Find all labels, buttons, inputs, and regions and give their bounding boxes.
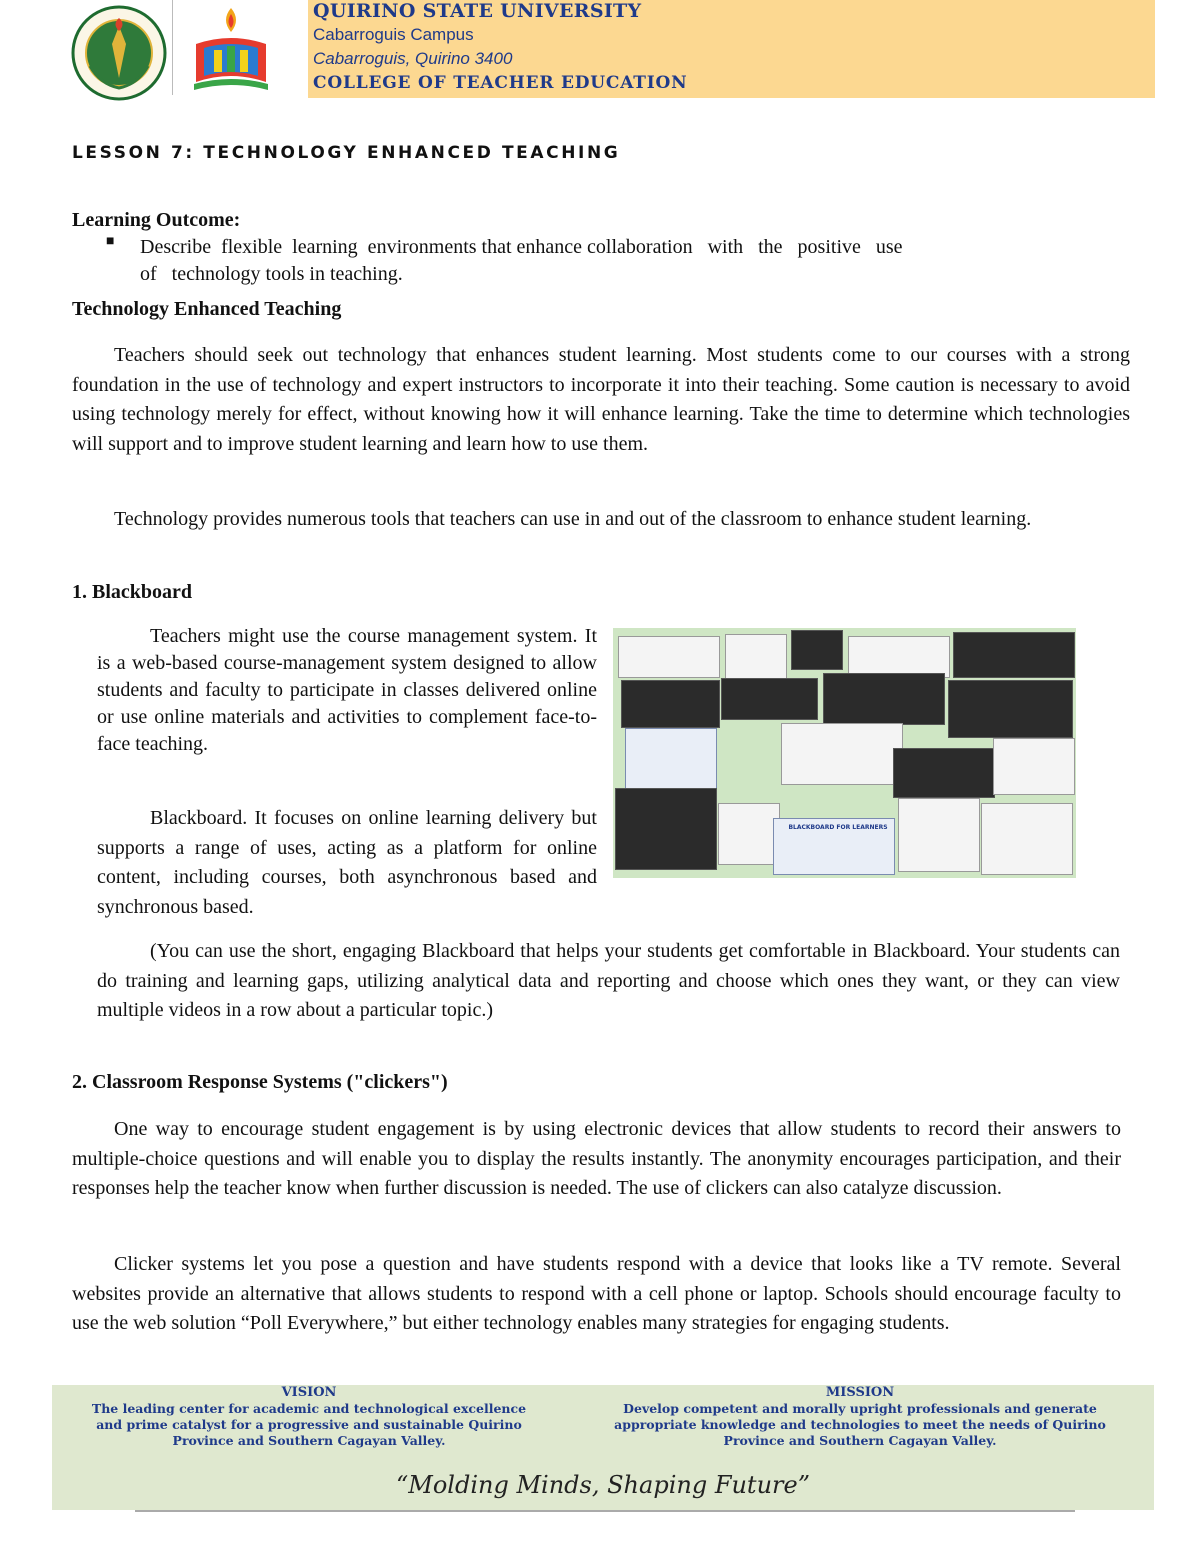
intro-paragraph-2: Technology provides numerous tools that teachers can use in and out of the classroom to enhance student learning. [114,508,1032,530]
collage-tile [823,673,945,725]
motto: “Molding Minds, Shaping Future” [396,1471,810,1499]
clickers-paragraph-1: One way to encourage student engagement is by using electronic devices that allow students to record their answers to multiple-choice questions and will enable you to display the results instantly. The anonymity encourages participation, and their responses help the teacher know when further discussion is needed. The use of clickers can also catalyze discussion. [72,1118,1121,1199]
lesson-title: LESSON 7: TECHNOLOGY ENHANCED TEACHING [72,143,621,163]
collage-tile [953,632,1075,678]
bullet-icon: ■ [106,234,115,249]
vision-label: VISION [281,1385,337,1400]
header-banner [308,0,1155,98]
mission-line-1: Develop competent and morally upright professionals and generate [623,1401,1097,1416]
collage-laptop-tile [781,723,903,785]
blackboard-paragraph-2: Blackboard. It focuses on online learning delivery but supports a range of uses, acting as a platform for online content, including courses, both asynchronous based and synchronous based. [97,807,597,918]
collage-tile [621,680,720,728]
collage-tile [981,803,1073,875]
mission-line-2: appropriate knowledge and technologies to meet the needs of Quirino [614,1417,1106,1432]
blackboard-paragraph-3: (You can use the short, engaging Blackboard that helps your students get comfortable in Blackboard. Your students can do training and learning gaps, utilizing analytical data and reporting and choose which ones they want, or they can view multiple videos in a row about a particular topic.) [97,940,1120,1021]
learning-outcome-heading: Learning Outcome: [72,209,241,231]
vision-line-2: and prime catalyst for a progressive and sustainable Quirino [96,1417,522,1432]
college-logo [186,4,276,98]
intro-paragraph-1: Teachers should seek out technology that enhances student learning. Most students come to our courses with a strong foundation in the use of technology and expert instructors to incorporate it into their teaching. Some caution is necessary to avoid using technology merely for effect, without knowing how it will enhance learning. Take the time to determine which technologies will support and to improve student learning and learn how to use them. [72,344,1130,455]
learning-outcome-item [140,234,1050,288]
mission-block [590,1385,1130,1449]
mission-label: MISSION [825,1385,895,1400]
collage-caption: BLACKBOARD FOR LEARNERS [788,824,888,831]
outcome-line-1: Describe flexible learning environments that enhance collaboration with the positive use [140,236,903,258]
section-heading: Technology Enhanced Teaching [72,298,342,320]
clickers-heading: 2. Classroom Response Systems ("clickers") [72,1071,448,1093]
blackboard-paragraph-1: Teachers might use the course management system. It is a web-based course-management system designed to allow students and faculty to participate in classes delivered online or use online materials and activities to complement face-to-face teaching. [97,625,597,755]
vision-line-3: Province and Southern Cagayan Valley. [172,1433,446,1448]
collage-tile [898,798,980,872]
collage-tile [993,738,1075,795]
collage-tile [718,803,780,865]
campus-address: Cabarroguis, Quirino 3400 [313,49,513,68]
collage-tile [618,636,720,678]
university-seal-logo [70,4,168,102]
footer-rule [135,1510,1075,1512]
blackboard-heading: 1. Blackboard [72,581,193,603]
collage-tile [625,728,717,790]
college-name: COLLEGE OF TEACHER EDUCATION [313,73,688,93]
collage-tile [948,680,1073,738]
mission-line-3: Province and Southern Cagayan Valley. [723,1433,997,1448]
vision-line-1: The leading center for academic and technological excellence [91,1401,527,1416]
collage-tile [615,788,717,870]
blackboard-collage-image [613,628,1076,878]
clickers-paragraph-2: Clicker systems let you pose a question and have students respond with a device that looks like a TV remote. Several websites provide an alternative that allows students to respond with a cell phone or laptop. Schools should encourage faculty to use the web solution “Poll Everywhere,” but either technology enables many strategies for engaging students. [72,1253,1121,1334]
collage-tile [721,678,818,720]
outcome-line-2: of technology tools in teaching. [140,263,403,285]
vision-block [68,1385,550,1449]
collage-tile [848,636,950,678]
collage-tile [893,748,995,798]
logo-divider [172,0,173,95]
collage-tile [791,630,843,670]
university-name: QUIRINO STATE UNIVERSITY [313,0,642,22]
footer-banner [52,1385,1154,1510]
campus-name: Cabarroguis Campus [313,25,474,44]
